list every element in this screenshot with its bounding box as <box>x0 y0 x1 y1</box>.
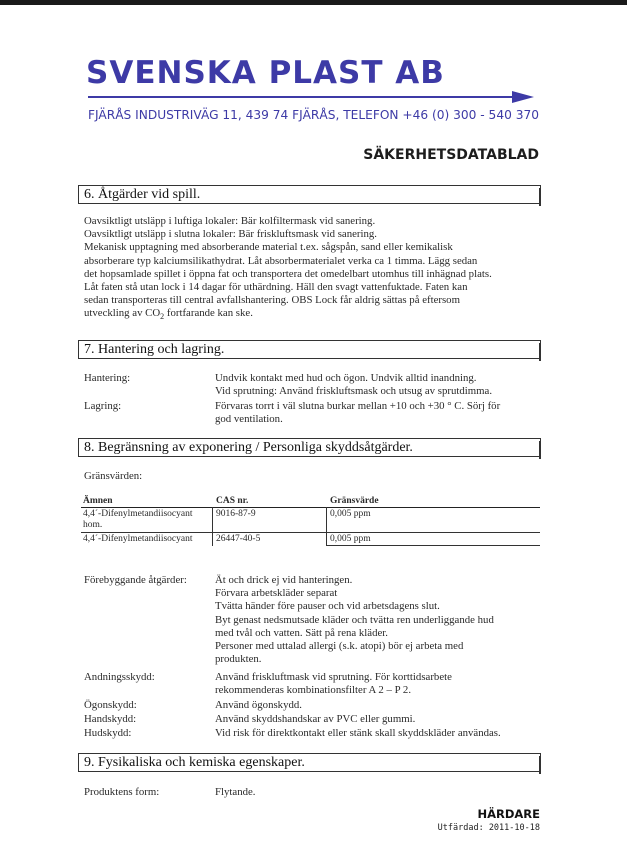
product-form-value: Flytande. <box>215 786 256 798</box>
table-divider <box>212 507 213 546</box>
text-line: Förvaras torrt i väl slutna burkar mellan +10 och +30 ° C. Sörj för <box>215 400 501 412</box>
text-line: produkten. <box>215 653 262 666</box>
storage-value <box>215 400 500 426</box>
section-6-heading: 6. Åtgärder vid spill. <box>78 185 541 204</box>
text-line: Byt genast nedsmutsade kläder och tvätta ren underliggande hud <box>215 613 494 626</box>
section-8-heading: 8. Begränsning av exponering / Personliga skyddsåtgärder. <box>78 438 541 457</box>
text-line: sedan transporteras till central avfallshantering. OBS Lock får aldrig sättas på eftersom <box>84 294 460 307</box>
table-cell: 0,005 ppm <box>330 509 371 519</box>
eye-protection-label: Ögonskydd: <box>84 699 137 711</box>
column-header: CAS nr. <box>216 496 249 506</box>
limits-label: Gränsvärden: <box>84 470 143 482</box>
company-logo: SVENSKA PLAST AB <box>86 55 445 91</box>
footer-product-name: HÄRDARE <box>477 807 540 821</box>
table-cell: 26447-40-5 <box>216 534 261 544</box>
hand-protection-value: Använd skyddshandskar av PVC eller gummi. <box>215 713 416 725</box>
table-cell: 4,4´-Difenylmetandiisocyant <box>83 509 193 519</box>
table-cell: 0,005 ppm <box>330 534 371 544</box>
text-line: med tvål och vatten. Sätt på rena kläder. <box>215 626 388 639</box>
handling-label: Hantering: <box>84 372 131 384</box>
text-line: god ventilation. <box>215 413 283 426</box>
text-line: Undvik kontakt med hud och ögon. Undvik alltid inandning. <box>215 372 477 384</box>
text-line: rekommenderas kombinationsfilter A 2 – P 2. <box>215 684 412 697</box>
table-divider <box>326 545 540 546</box>
top-border <box>0 0 627 5</box>
skin-protection-label: Hudskydd: <box>84 727 132 739</box>
text-line: det hopsamlade spillet i öppna fat och transportera det omedelbart utomhus till inhägnad plats. <box>84 267 492 280</box>
eye-protection-value: Använd ögonskydd. <box>215 699 302 711</box>
footer-issue-date: Utfärdad: 2011-10-18 <box>437 823 540 833</box>
text-line: Oavsiktligt utsläpp i slutna lokaler: Bär friskluftsmask vid sanering. <box>84 228 377 241</box>
hand-protection-label: Handskydd: <box>84 713 137 725</box>
storage-label: Lagring: <box>84 400 122 412</box>
section-9-heading: 9. Fysikaliska och kemiska egenskaper. <box>78 753 541 772</box>
product-form-label: Produktens form: <box>84 786 160 798</box>
respiratory-value <box>215 671 452 697</box>
skin-protection-value: Vid risk för direktkontakt eller stänk skall skyddskläder användas. <box>215 727 501 739</box>
column-header: Gränsvärde <box>330 496 379 506</box>
text-line: Vid sprutning: Använd friskluftsmask och utsug av sprutdimma. <box>215 385 493 398</box>
handling-value <box>215 372 492 398</box>
text-fragment: utveckling av CO <box>84 307 161 320</box>
column-header: Ämnen <box>83 496 113 506</box>
text-line: Mekanisk upptagning med absorberande material t.ex. sågspån, sand eller kemikalisk <box>84 241 453 254</box>
section-6-text <box>84 215 540 324</box>
text-line: Oavsiktligt utsläpp i luftiga lokaler: Bär kolfiltermask vid sanering. <box>84 215 376 227</box>
text-line: Ät och drick ej vid hanteringen. <box>215 574 353 586</box>
preventive-value <box>215 574 494 666</box>
text-line <box>84 307 540 323</box>
text-line: absorberare typ kalciumsilikathydrat. Låt absorbermaterialet verka ca 1 timma. Lägg sedan <box>84 254 478 267</box>
subscript: 2 <box>160 312 165 322</box>
text-line: Använd friskluftmask vid sprutning. För korttidsarbete <box>215 671 452 683</box>
table-cell: hom. <box>83 520 103 530</box>
table-cell: 4,4´-Difenylmetandiisocyant <box>83 534 193 544</box>
text-line: Förvara arbetskläder separat <box>215 587 338 600</box>
table-header <box>81 496 540 508</box>
table-cell: 9016-87-9 <box>216 509 256 519</box>
document-title: SÄKERHETSDATABLAD <box>363 147 539 163</box>
table-divider <box>326 507 327 546</box>
text-line: Låt faten stå utan lock i 14 dagar för uthärdning. Häll den svagt vattenfuktade. Faten kan <box>84 281 468 294</box>
respiratory-label: Andningsskydd: <box>84 671 155 683</box>
company-address: FJÄRÅS INDUSTRIVÄG 11, 439 74 FJÄRÅS, TELEFON +46 (0) 300 - 540 370 <box>88 108 539 122</box>
logo-arrow-icon <box>88 91 534 103</box>
preventive-label: Förebyggande åtgärder: <box>84 574 187 586</box>
text-line: Tvätta händer före pauser och vid arbetsdagens slut. <box>215 600 440 613</box>
text-fragment: fortfarande kan ske. <box>164 307 253 320</box>
section-7-heading: 7. Hantering och lagring. <box>78 340 541 359</box>
text-line: Personer med uttalad allergi (s.k. atopi) bör ej arbeta med <box>215 640 464 653</box>
limits-table <box>81 496 540 546</box>
table-row <box>81 508 540 533</box>
